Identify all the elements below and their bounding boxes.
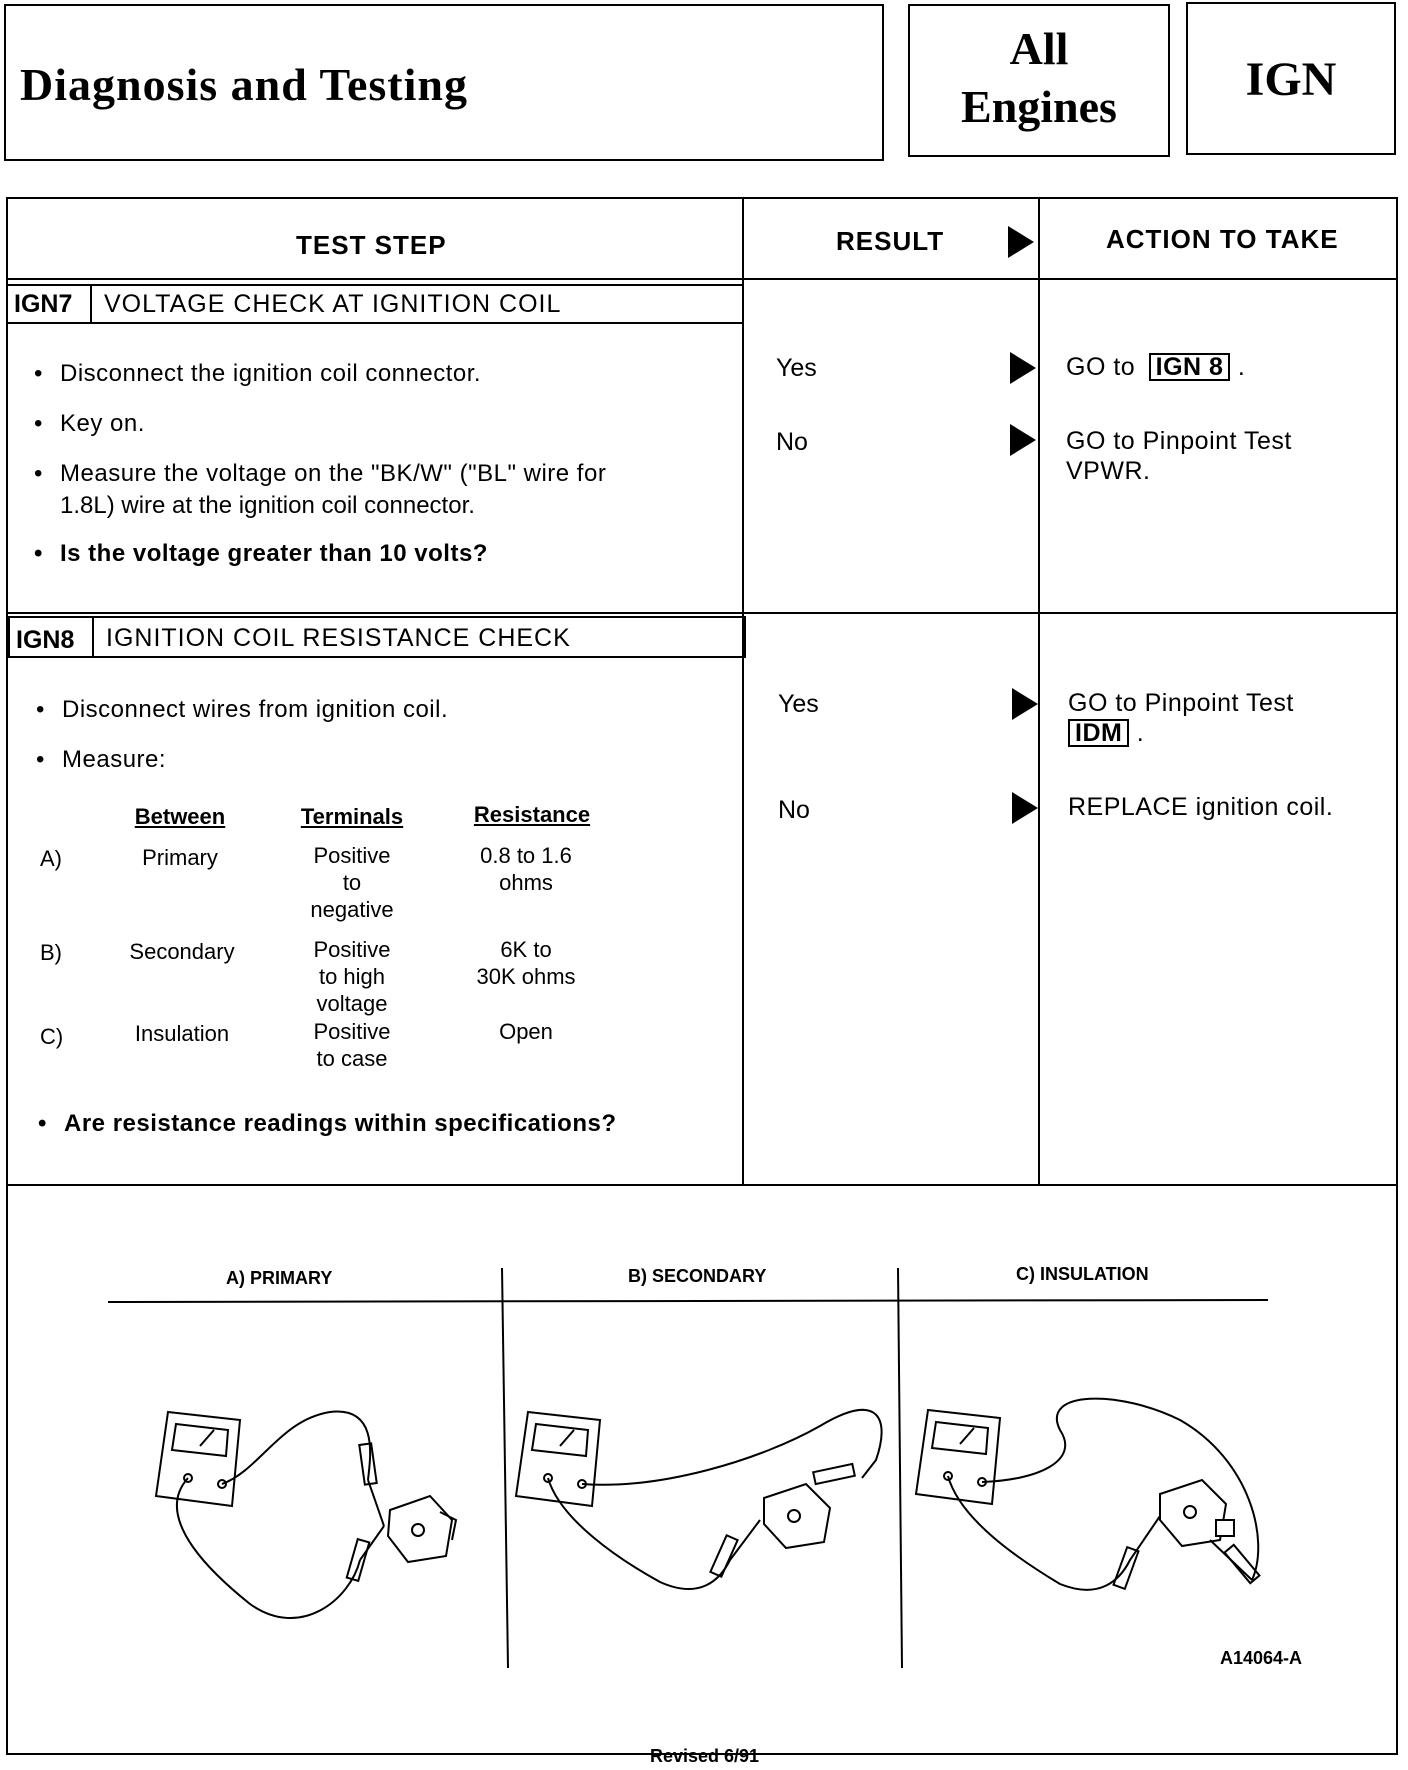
ign7-yes-action-prefix: GO to — [1066, 353, 1136, 381]
measure-row-a-resistance-1: 0.8 to 1.6 — [480, 843, 572, 868]
ignition-coil-primary-icon — [388, 1496, 456, 1562]
engines-line-1: All — [1009, 23, 1069, 74]
ohmmeter-secondary-icon — [516, 1412, 600, 1506]
measure-row-a-between: Primary — [142, 845, 218, 870]
ign7-step-3-cont: 1.8L) wire at the ignition coil connector. — [60, 492, 475, 519]
idm-reference-link[interactable]: IDM — [1068, 719, 1129, 747]
ign7-no: No — [776, 428, 808, 456]
ignition-coil-secondary-icon — [764, 1484, 830, 1548]
ign7-yes: Yes — [776, 354, 817, 382]
figure-id: A14064-A — [1220, 1648, 1303, 1668]
measure-row-a-resistance-2: ohms — [499, 870, 553, 895]
measure-row-a-terminals-1: Positive — [313, 843, 391, 868]
ign8-no: No — [778, 796, 810, 824]
measure-row-b-label: B) — [40, 940, 62, 965]
ign7-code: IGN7 — [14, 290, 73, 318]
ign8-reference-link[interactable]: IGN 8 — [1149, 353, 1231, 381]
revised-date: Revised 6/91 — [650, 1746, 760, 1766]
measure-row-a-label: A) — [40, 846, 62, 871]
ign8-step-1: • Disconnect wires from ignition coil. — [62, 696, 448, 724]
measure-row-b-resistance-1: 6K to — [500, 937, 552, 962]
ohmmeter-primary-icon — [156, 1412, 240, 1506]
ign7-no-action-1: GO to Pinpoint Test — [1066, 427, 1292, 455]
ign7-title: VOLTAGE CHECK AT IGNITION COIL — [104, 290, 562, 318]
measure-row-c-terminals-2: to case — [316, 1046, 388, 1071]
ign8-yes-action-1: GO to Pinpoint Test — [1068, 689, 1294, 717]
ign7-question: • Is the voltage greater than 10 volts? — [60, 540, 488, 568]
col-action: ACTION TO TAKE — [1106, 224, 1339, 254]
ign7-no-action-2: VPWR. — [1066, 457, 1151, 485]
measure-row-c-terminals-1: Positive — [313, 1019, 391, 1044]
ign8-step-2: • Measure: — [62, 746, 166, 774]
col-test-step: TEST STEP — [296, 230, 447, 260]
ign7-yes-action-suffix: . — [1237, 353, 1246, 381]
ign8-yes: Yes — [778, 690, 819, 718]
ign7-step-1: • Disconnect the ignition coil connector. — [60, 360, 481, 388]
ign8-yes-action-suffix: . — [1136, 719, 1145, 747]
measure-row-c-label: C) — [40, 1024, 64, 1049]
ign8-no-action: REPLACE ignition coil. — [1068, 793, 1334, 821]
figure-caption-secondary: B) SECONDARY — [628, 1266, 767, 1286]
ignition-coil-insulation-icon — [1160, 1480, 1234, 1546]
measure-row-b-terminals-1: Positive — [313, 937, 391, 962]
ohmmeter-insulation-icon — [916, 1410, 1000, 1504]
col-result: RESULT — [836, 226, 945, 256]
section-code: IGN — [1245, 53, 1337, 106]
ign8-title: IGNITION COIL RESISTANCE CHECK — [106, 624, 571, 652]
engines-line-2: Engines — [961, 81, 1117, 132]
ign8-code: IGN8 — [16, 626, 75, 654]
page-title: Diagnosis and Testing — [20, 59, 468, 110]
measure-row-a-terminals-3: negative — [310, 897, 394, 922]
measure-row-c-resistance-1: Open — [499, 1019, 553, 1044]
figure-caption-primary: A) PRIMARY — [226, 1268, 333, 1288]
figure-caption-insulation: C) INSULATION — [1016, 1264, 1149, 1284]
ign8-question: • Are resistance readings within specifications? — [64, 1110, 617, 1138]
ign7-step-2: • Key on. — [60, 410, 145, 438]
measure-row-b-between: Secondary — [129, 939, 235, 964]
measure-row-b-resistance-2: 30K ohms — [476, 964, 576, 989]
measure-row-c-between: Insulation — [134, 1021, 230, 1046]
measure-header-between: Between — [134, 804, 226, 829]
measure-row-b-terminals-3: voltage — [316, 991, 388, 1016]
measure-row-a-terminals-2: to — [342, 870, 362, 895]
measure-header-terminals: Terminals — [300, 804, 404, 829]
measure-header-resistance: Resistance — [473, 802, 591, 827]
measure-row-b-terminals-2: to high — [318, 964, 386, 989]
ign7-step-3: • Measure the voltage on the "BK/W" ("BL" wire for — [60, 460, 606, 488]
